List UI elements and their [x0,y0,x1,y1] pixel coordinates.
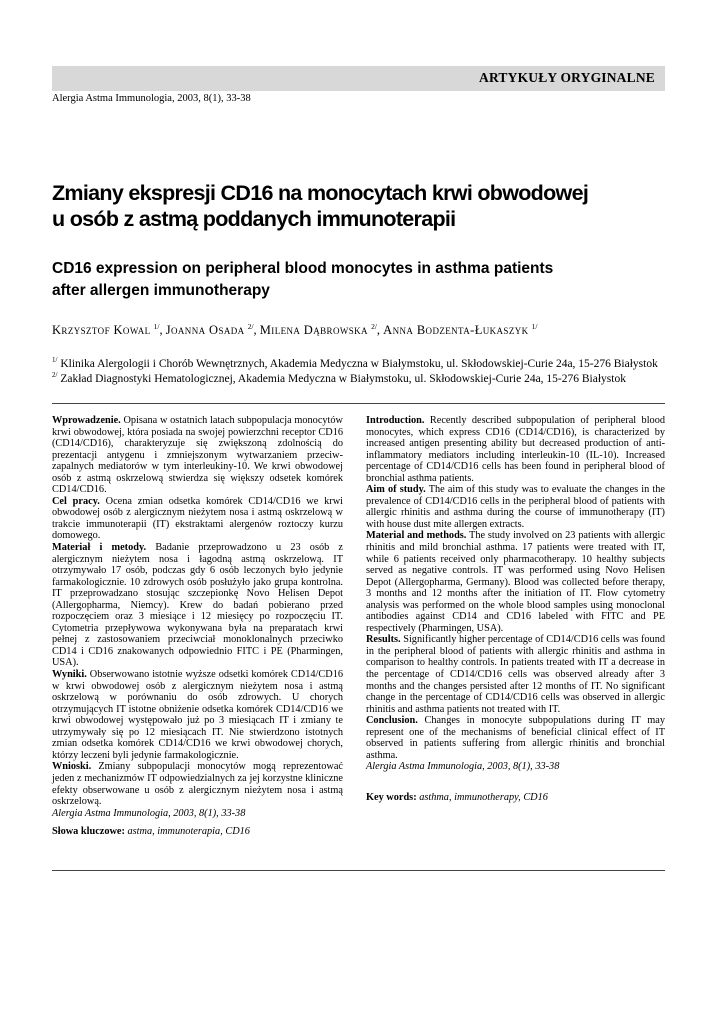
keywords-polish: Słowa kluczowe: astma, immunoterapia, CD16 [52,826,250,837]
polish-title [52,180,672,232]
author: Joanna Osada $^{2/}$, [165,322,260,338]
abstract-polish [52,415,343,819]
abstract-citation: Alergia Astma Immunologia, 2003, 8(1), 33-38 [366,761,560,773]
abstract-english [366,415,665,773]
section-header-bar [52,66,665,91]
abstract-section: Cel pracy. Ocena zmian odsetka komórek CD14/CD16 we krwi obwodowej osób z alergicznym nieżytem nosa i astmą oskrzelową w trakcie immunoterapii (IT) ekstraktami alergenów roztoczy kurzu domowego. [52,495,343,542]
polish-title-line-2: u osób z astmą poddanych immunoterapii [52,207,456,231]
abstract-section: Wyniki. Obserwowano istotnie wyższe odsetki komórek CD14/CD16 w krwi obwodowej osób z alergicznym nieżytem nosa i astmą oskrzelową w porównaniu do osób zdrowych. U chorych otrzymujących IT istotne obniżenie odsetka komórek CD14/CD16 we krwi obwodowej występowało już po 3 miesiącach IT i zmiany te utrzymywały się po 12 miesiącach IT. Nie stwierdzono istotnych zmian odsetka komórek CD14/CD16 we krwi obwodowej chorych, którzy leczeni byli jedynie farmakologicznie. [52,669,343,761]
abstract-section: Materiał i metody. Badanie przeprowadzono u 23 osób z alergicznym nieżytem nosa i łagodną astmą oskrzelową. IT otrzymywało 17 osób, podczas gdy 6 osób leczonych było jedynie farmakologicznie. 10 zdrowych osób posłużyło jako grupa kontrolna. IT przeprowadzano stosując szczepionkę Novo Helisen Depot (Allergopharma, Niemcy). Krew do badań pobierano przed rozpoczęciem oraz 3 miesiące i 12 miesięcy po rozpoczęciu IT. Cytometria przepływowa wykonywana była na preparatach krwi pełnej z zastosowaniem przeciwciał monoklonalnych przeciwko CD14 i CD16 znakowanych odpowiednio FITC i PE (Pharmingen, USA). [52,542,344,669]
section-label: ARTYKUŁY ORYGINALNE [479,70,655,85]
english-title [52,258,672,302]
affiliation: $^{1/}$ Klinika Alergologii i Chorób Wewnętrznych, Akademia Medyczna w Białymstoku, ul. Skłodowskiej-Curie 24a, 15-276 Białystok [52,356,658,370]
abstract-section: Results. Significantly higher percentage of CD14/CD16 cells was found in the peripheral blood of patients with allergic rhinitis and asthma in comparison to healthy controls. In patients treated with IT a decrease in the percentage of CD14/CD16 cells was observed already after 3 months and the changes persisted after 12 months of IT. No significant change in the percentage of CD14/CD16 cells was observed in allergic rhinitis and asthma patients not treated with IT. [366,634,665,715]
divider [52,870,665,871]
author-list [52,322,538,338]
author: Krzysztof Kowal $^{1/}$, [52,322,166,338]
abstract-citation: Alergia Astma Immunologia, 2003, 8(1), 33-38 [52,807,246,819]
abstract-section: Wprowadzenie. Opisana w ostatnich latach subpopulacja monocytów krwi obwodowej, która posiada na swojej powierzchni receptor CD16 (CD14/CD16), charakteryzuje się zwiększoną zdolnością do prezentacji antygenu i zmniejszonym wytwarzaniem przeciw-zapalnych mediatorów w tym interleukiny-10. We krwi obwodowej osób z astmą oskrzelową stwierdza się większy odsetek komórek CD14/CD16. [52,415,343,496]
journal-citation: Alergia Astma Immunologia, 2003, 8(1), 33-38 [52,93,251,104]
abstract-section: Wnioski. Zmiany subpopulacji monocytów mogą reprezentować jeden z mechanizmów IT odpowiedzialnych za jej korzystne kliniczne efekty obserwowane u osób z alergicznym nieżytem nosa i astmą oskrzelową. [52,761,343,808]
author: Milena Dąbrowska $^{2/}$, [259,322,384,338]
affiliation: $^{2/}$ Zakład Diagnostyki Hematologicznej, Akademia Medyczna w Białymstoku, ul. Skłodowskiej-Curie 24a, 15-276 Białystok [52,371,626,385]
keywords-english: Key words: asthma, immunotherapy, CD16 [366,792,548,803]
abstract-section: Conclusion. Changes in monocyte subpopulations during IT may represent one of the mechanisms of beneficial clinical effect of IT observed in patients suffering from allergic rhinitis and bronchial asthma. [366,715,665,761]
english-title-line-1: CD16 expression on peripheral blood monocytes in asthma patients [52,260,554,277]
english-title-line-2: after allergen immunotherapy [52,282,270,299]
author: Anna Bodzenta-Łukaszyk $^{1/}$ [383,322,538,338]
divider [52,403,665,404]
abstract-section: Introduction. Recently described subpopulation of peripheral blood monocytes, which express CD16 (CD14/CD16), is characterized by increased antigen presenting ability but decreased production of anti-inflammatory mediators including interleukin-10 (IL-10). Increased percentage of CD14/CD16 cells has been found in peripheral blood of bronchial asthma patients. [366,415,665,484]
polish-title-line-1: Zmiany ekspresji CD16 na monocytach krwi obwodowej [52,181,589,205]
abstract-section: Material and methods. The study involved on 23 patients with allergic rhinitis and mild bronchial asthma. 17 patients were treated with IT, while 6 patients received only pharmacotherapy. 10 healthy subjects served as negative controls. IT was performed using Novo Helisen Depot (Allergopharma, Germany). Blood was collected before therapy, 3 months and 12 months after the initiation of IT. Flow cytometry analysis was performed on the whole blood samples using monoclonal antibodies against CD14 and CD16 labeled with FITC and PE respectively (Pharmingen, USA). [366,530,665,634]
abstract-section: Aim of study. The aim of this study was to evaluate the changes in the prevalence of CD14/CD16 cells in the peripheral blood of patients with allergic rhinitis and asthma during the course of immunotherapy (IT) with house dust mite allergen extracts. [366,484,666,530]
